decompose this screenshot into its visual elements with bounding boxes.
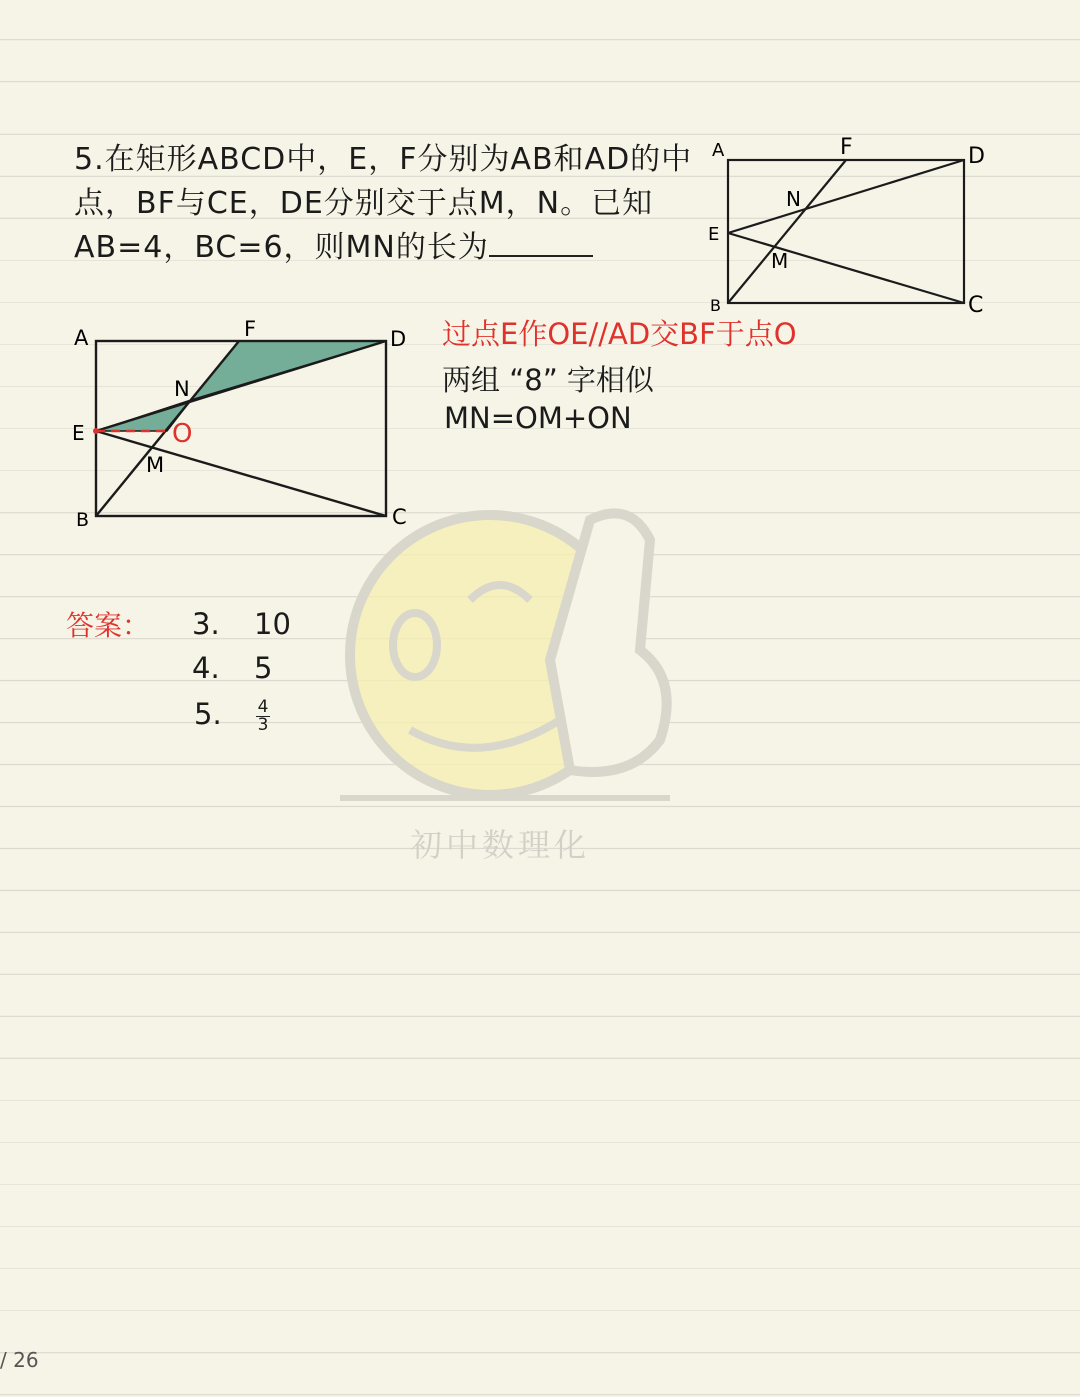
answer-fraction — [256, 696, 270, 735]
label-m: M — [771, 249, 789, 273]
label-e: E — [708, 224, 720, 245]
label-m-bottom: M — [146, 453, 165, 477]
point-e-dot — [93, 428, 99, 434]
solution-step-2: 两组 “8” 字相似 — [442, 363, 654, 397]
label-b-bottom: B — [76, 509, 90, 531]
segment-ed — [728, 160, 964, 233]
solution-step-3: MN=OM+ON — [444, 401, 632, 435]
label-f-bottom: F — [244, 317, 257, 341]
answer-row-5 — [194, 697, 270, 733]
answers-label: 答案： — [66, 609, 151, 642]
segment-ec — [728, 233, 964, 303]
fraction-denominator: 3 — [257, 714, 269, 735]
diagram-top — [700, 130, 1000, 320]
problem-line-1: 5.在矩形ABCD中，E，F分别为AB和AD的中 — [74, 142, 693, 177]
problem-line-2: 点，BF与CE，DE分别交于点M，N。已知 — [74, 186, 654, 221]
answer-number: 5. — [194, 697, 222, 731]
label-f: F — [840, 135, 853, 160]
answer-row-4 — [192, 651, 272, 685]
answer-row-3 — [192, 607, 291, 641]
watermark-text: 初中数理化 — [410, 826, 591, 864]
solution-step-1: 过点E作OE//AD交BF于点O — [442, 317, 797, 351]
label-a-bottom: A — [74, 326, 89, 350]
label-b: B — [710, 296, 721, 315]
answer-number: 3. — [192, 607, 220, 641]
problem-line-3-text: AB=4，BC=6，则MN的长为 — [74, 230, 489, 265]
answer-blank — [489, 229, 593, 257]
fraction-numerator: 4 — [257, 696, 269, 717]
answer-number: 4. — [192, 651, 220, 685]
diagram-bottom — [60, 310, 420, 535]
label-c: C — [968, 293, 984, 318]
label-d: D — [968, 144, 985, 169]
rectangle-abcd — [728, 160, 964, 303]
problem-line-3 — [74, 228, 593, 268]
answer-value: 5 — [254, 651, 273, 685]
segment-bf — [728, 160, 846, 303]
label-n: N — [786, 187, 801, 211]
label-e-bottom: E — [72, 421, 85, 445]
label-n-bottom: N — [174, 377, 190, 401]
label-c-bottom: C — [392, 505, 407, 529]
page-indicator: / 26 — [0, 1348, 39, 1372]
answer-value: 10 — [254, 607, 291, 641]
label-d-bottom: D — [390, 327, 407, 351]
segment-ec-bottom — [96, 431, 386, 516]
label-o-bottom: O — [172, 419, 193, 449]
label-a: A — [712, 140, 725, 161]
